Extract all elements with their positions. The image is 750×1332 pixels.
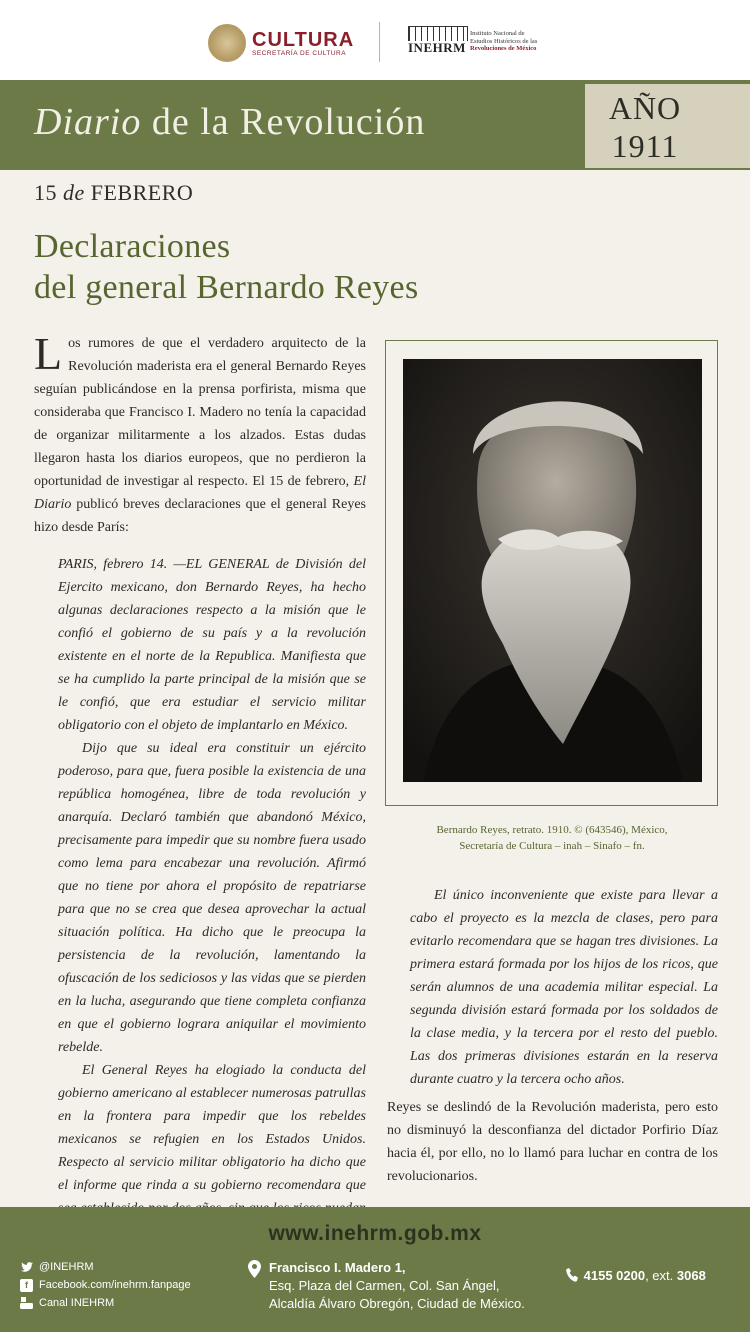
quote-paragraph: PARIS, febrero 14. —EL GENERAL de División del Ejercito mexicano, don Bernardo Reyes, ha hecho algunas declaraciones respecto a la misión que le confió el gobierno de su país y a la revolución existente en el norte de la Republica. Manifiesta que se ha cumplido la parte principal de la misión que se le confió, que era estudiar el servicio militar obligatorio con el objeto de implantarlo en México.	[58, 557, 366, 733]
quote-paragraph: El General Reyes ha elogiado la conducta del gobierno americano al establecer numerosas patrullas en la frontera para impedir que los rebeldes mexicanos se refugien en los Estados Unidos. Respecto al servicio militar obligatorio ha dicho que el informe que rinda a su gobierno recomendara que	[58, 1063, 366, 1193]
twitter-link[interactable]	[20, 1258, 191, 1276]
phone-number: 4155 0200	[583, 1268, 646, 1283]
facebook-url: Facebook.com/inehrm.fanpage	[39, 1279, 191, 1291]
inehrm-description	[470, 30, 560, 53]
year-label: AÑO	[608, 90, 682, 126]
facebook-link[interactable]	[20, 1276, 191, 1294]
phone-ext-label: , ext.	[645, 1268, 677, 1283]
headline	[34, 226, 594, 308]
twitter-handle: @INEHRM	[39, 1261, 94, 1273]
date	[34, 180, 193, 206]
logo-bar	[0, 0, 750, 80]
title-italic: Diario	[34, 101, 142, 143]
youtube-icon	[20, 1297, 33, 1310]
inehrm-name: INEHRM	[408, 40, 466, 55]
article-left-column	[34, 328, 366, 1243]
youtube-link[interactable]	[20, 1294, 191, 1312]
youtube-channel: Canal INEHRM	[39, 1297, 115, 1309]
caption-line: Secretaría de Cultura – inah – Sinafo – fn.	[459, 840, 645, 852]
cultura-logo[interactable]	[208, 24, 354, 62]
twitter-icon	[20, 1261, 33, 1274]
address	[250, 1259, 525, 1313]
facebook-icon: f	[20, 1279, 33, 1292]
phone-ext-number: 3068	[676, 1268, 706, 1283]
quote-paragraph: Dijo que su ideal era constituir un ejército poderoso, para que, fuera posible la existencia de una república homogénea, libre de toda revolución y anarquía. Declaró también que abandonó México, precisamente para impedir que su nombre fuera usado como lema para encabezar una revolución. Afirmó que no tiene por ahora el propósito de repatriarse para que no se crea que desea aprovechar la actual situación política. Ha dicho que le preocupa la persistencia de la revolución, lamentando la ofuscación de los sediciosos y las vidas que se pierden en la lucha, asegurando que tiene completa confianza en que el gobierno lograra aniquilar el movimiento rebelde.	[58, 741, 366, 1055]
cultura-subtitle: SECRETARÍA DE CULTURA	[252, 49, 347, 57]
website-link[interactable]: www.inehrm.gob.mx	[268, 1222, 482, 1245]
newspaper-name: El Diario	[34, 474, 366, 512]
inehrm-desc-line: Instituto Nacional de	[470, 30, 525, 37]
phone-contact[interactable]	[566, 1268, 706, 1285]
logo-divider	[379, 22, 380, 62]
publication-title	[34, 100, 425, 144]
intro-text: os rumores de que el verdadero arquitecto de la Revolución maderista era el general Bernardo Reyes seguían publicándose en la prensa porfirista, misma que consideraba que Francisco I. Madero no tenía la capacidad de organizar militarmente a los alzados. Estas dudas llegaron hasta los diarios europeos, que no perdieron la oportunidad de investigar al respecto. El 15 de febrero,	[34, 336, 366, 489]
caption-line: Bernardo Reyes, retrato. 1910. © (643546), México,	[436, 824, 668, 836]
inehrm-logo[interactable]	[408, 26, 538, 55]
article-right-body	[387, 1096, 718, 1188]
eagle-seal-icon	[208, 24, 246, 62]
address-street: Francisco I. Madero 1,	[269, 1260, 406, 1275]
inehrm-desc-line: Estudios Históricos de las	[470, 37, 538, 45]
inehrm-desc-line: Revoluciones de México	[470, 45, 537, 52]
article-right-quote	[410, 884, 718, 1091]
address-line: Esq. Plaza del Carmen, Col. San Ángel,	[269, 1278, 500, 1293]
headline-line: del general Bernardo Reyes	[34, 269, 419, 306]
quote-paragraph: El único inconveniente que existe para llevar a cabo el proyecto es la mezcla de clases, pero para evitarlo recomendara que se hagan tres divisiones. La primera estará formada por los hijos de los ricos, que serán alumnos de una academia militar especial. La segunda división estará formada por los soldados de la clase media, y la tercera por el resto del pueblo. Las dos primeras divisiones estarán en la reserva durante cuatro y la tercera ocho años.	[410, 888, 718, 1087]
cultura-name: CULTURA	[252, 28, 355, 51]
year-number: 1911	[611, 128, 679, 164]
building-icon	[408, 26, 468, 41]
headline-line: Declaraciones	[34, 228, 231, 265]
date-de: de	[63, 180, 85, 205]
date-month: FEBRERO	[84, 180, 194, 205]
photo-caption	[388, 822, 716, 854]
location-pin-icon	[248, 1260, 261, 1283]
phone-icon	[566, 1268, 580, 1285]
portrait-photo	[403, 359, 702, 782]
dropcap: L	[34, 328, 63, 379]
address-line: Alcaldía Álvaro Obregón, Ciudad de México.	[269, 1296, 525, 1311]
social-links	[20, 1258, 191, 1312]
date-day: 15	[34, 180, 63, 205]
portrait-illustration	[403, 359, 702, 782]
intro-paragraph	[34, 328, 366, 539]
title-rest: de la Revolución	[141, 101, 426, 143]
closing-paragraph: Reyes se deslindó de la Revolución maderista, pero esto no disminuyó la desconfianza del dictador Porfirio Díaz hacia él, por ello, no lo llamó para luchar en contra de los revolucionarios.	[387, 1100, 718, 1184]
intro-text: publicó breves declaraciones que el general Reyes hizo desde París:	[34, 497, 366, 535]
